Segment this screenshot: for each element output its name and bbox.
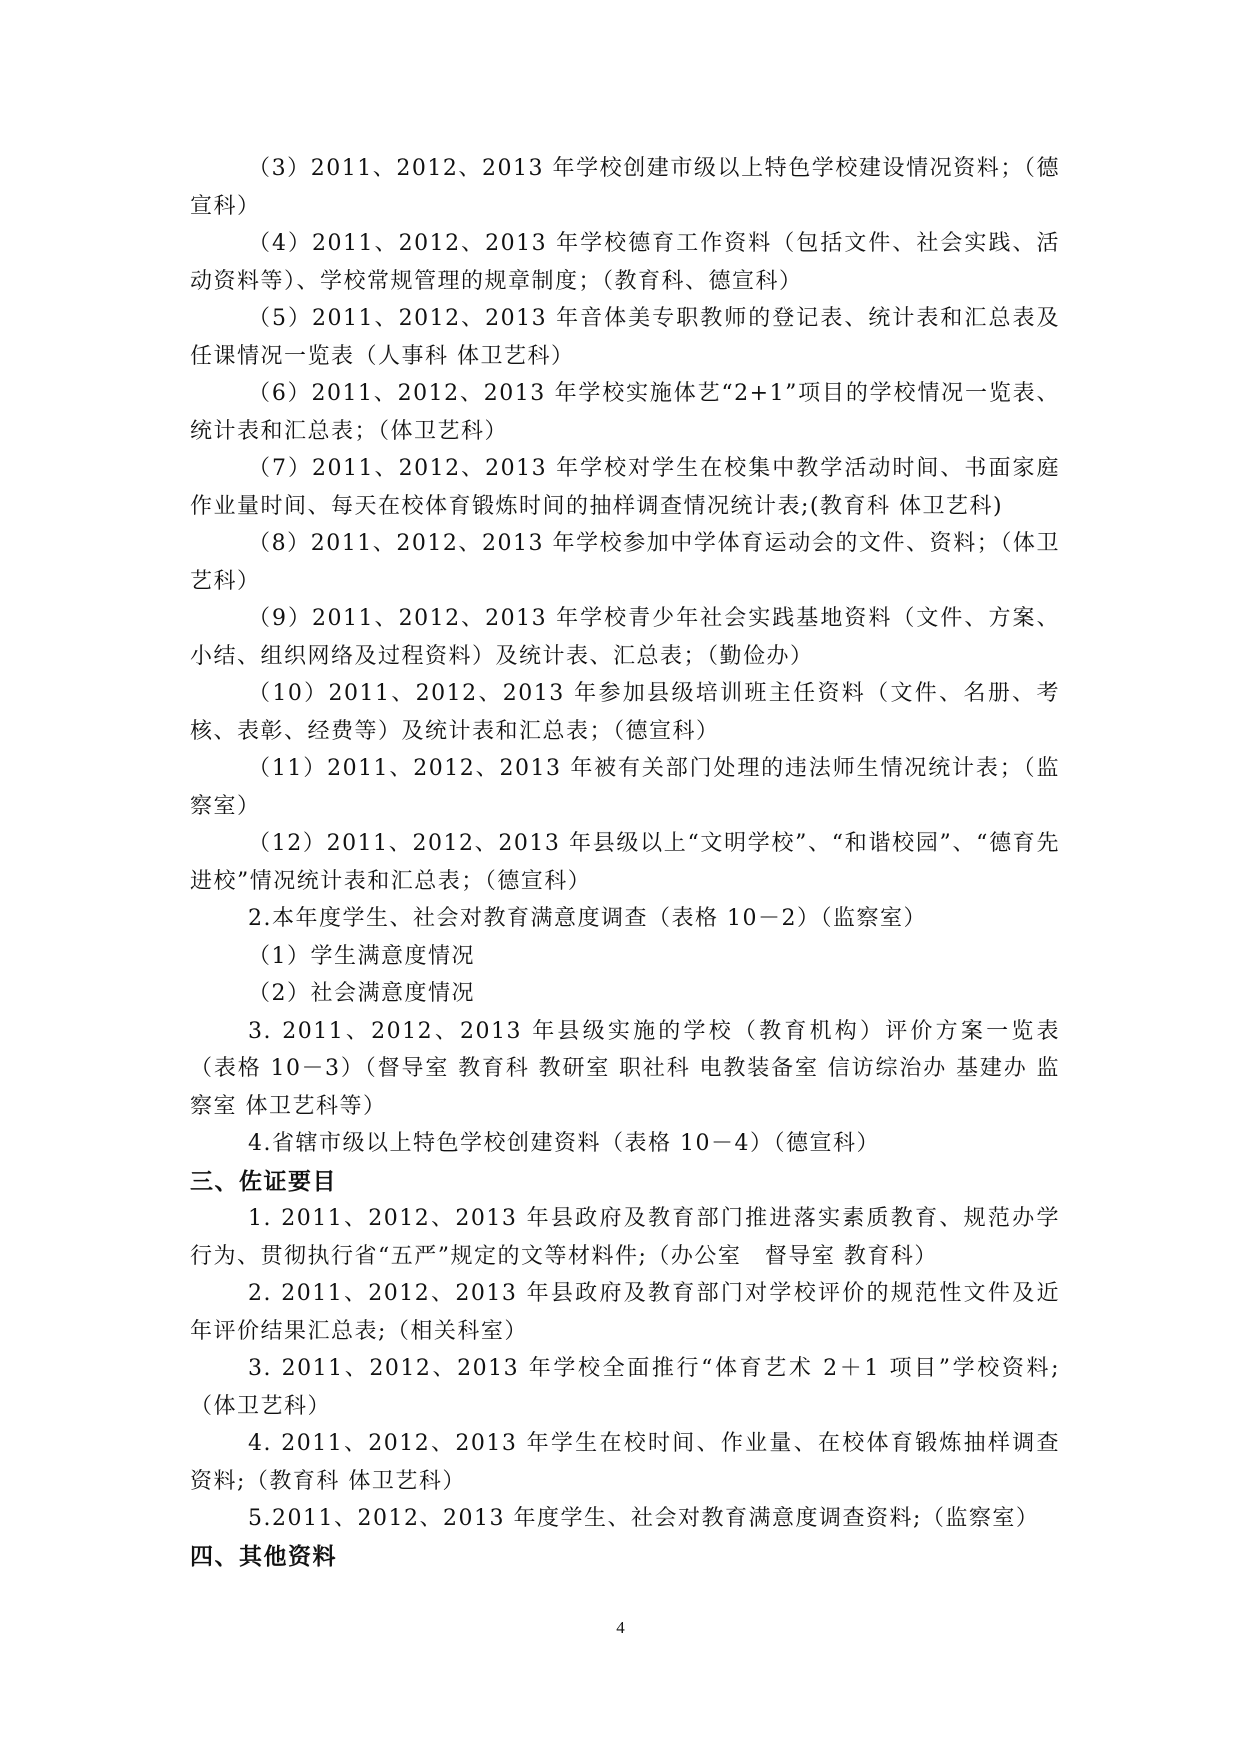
paragraph: 3. 2011、2012、2013 年学校全面推行“体育艺术 2＋1 项目”学校资料;（体卫艺科）: [190, 1356, 1060, 1419]
paragraph: （10）2011、2012、2013 年参加县级培训班主任资料（文件、名册、考核、表彰、经费等）及统计表和汇总表；（德宣科）: [190, 681, 1060, 744]
section-heading: 四、其他资料: [190, 1542, 337, 1570]
paragraph: （3）2011、2012、2013 年学校创建市级以上特色学校建设情况资料；（德宣科）: [190, 156, 1060, 219]
document-body: [190, 150, 1060, 1575]
section-heading: 三、佐证要目: [190, 1167, 337, 1195]
paragraph: （11）2011、2012、2013 年被有关部门处理的违法师生情况统计表；（监察室）: [190, 756, 1060, 819]
paragraph: 5.2011、2012、2013 年度学生、社会对教育满意度调查资料;（监察室）: [248, 1506, 1040, 1531]
paragraph: （9）2011、2012、2013 年学校青少年社会实践基地资料（文件、方案、小结、组织网络及过程资料）及统计表、汇总表；（勤俭办）: [190, 606, 1060, 669]
paragraph: （6）2011、2012、2013 年学校实施体艺“2+1”项目的学校情况一览表、统计表和汇总表；（体卫艺科）: [190, 381, 1060, 444]
paragraph: （5）2011、2012、2013 年音体美专职教师的登记表、统计表和汇总表及任课情况一览表（人事科 体卫艺科）: [190, 306, 1060, 369]
paragraph: （4）2011、2012、2013 年学校德育工作资料（包括文件、社会实践、活动资料等）、学校常规管理的规章制度；（教育科、德宣科）: [190, 231, 1060, 294]
paragraph: 2. 2011、2012、2013 年县政府及教育部门对学校评价的规范性文件及近年评价结果汇总表;（相关科室）: [190, 1281, 1060, 1344]
paragraph: 4.省辖市级以上特色学校创建资料（表格 10－4）（德宣科）: [248, 1131, 880, 1156]
paragraph: （7）2011、2012、2013 年学校对学生在校集中教学活动时间、书面家庭作业量时间、每天在校体育锻炼时间的抽样调查情况统计表;(教育科 体卫艺科): [190, 456, 1060, 519]
page-number: 4: [616, 1618, 625, 1637]
paragraph: 1. 2011、2012、2013 年县政府及教育部门推进落实素质教育、规范办学行为、贯彻执行省“五严”规定的文等材料件;（办公室 督导室 教育科）: [190, 1206, 1060, 1269]
paragraph: 4. 2011、2012、2013 年学生在校时间、作业量、在校体育锻炼抽样调查资料;（教育科 体卫艺科）: [190, 1431, 1060, 1494]
paragraph: 3. 2011、2012、2013 年县级实施的学校（教育机构）评价方案一览表（表格 10－3）（督导室 教育科 教研室 职社科 电教装备室 信访综治办 基建办 监察室 体卫艺科等）: [190, 1018, 1060, 1119]
paragraph: （12）2011、2012、2013 年县级以上“文明学校”、“和谐校园”、“德育先进校”情况统计表和汇总表；（德宣科）: [190, 831, 1060, 894]
paragraph: （2）社会满意度情况: [248, 981, 475, 1006]
paragraph: （1）学生满意度情况: [248, 943, 475, 969]
paragraph: （8）2011、2012、2013 年学校参加中学体育运动会的文件、资料；（体卫艺科）: [190, 531, 1060, 594]
paragraph: 2.本年度学生、社会对教育满意度调查（表格 10－2）（监察室）: [248, 906, 927, 931]
